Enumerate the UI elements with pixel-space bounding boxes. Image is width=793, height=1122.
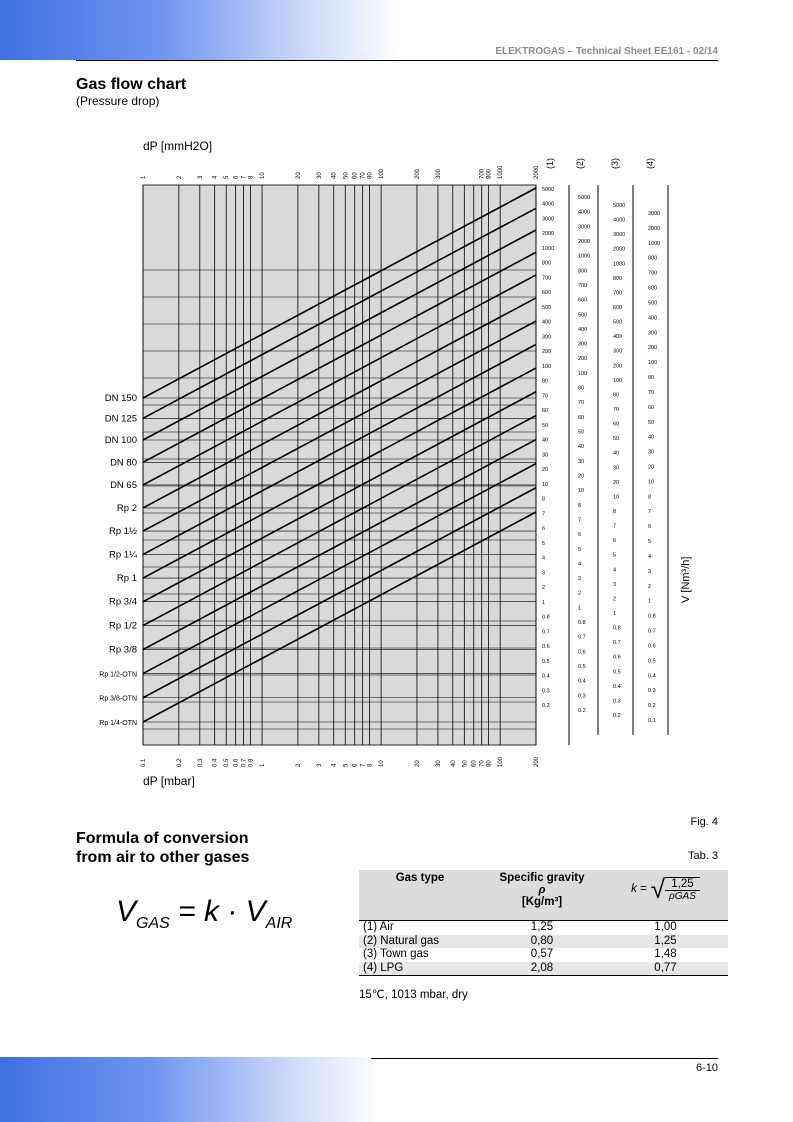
scale-tick-label: 60 <box>578 414 585 421</box>
scale-tick-label: 6 <box>542 526 546 533</box>
series-label: DN 125 <box>104 413 137 425</box>
scale-tick-label: 10 <box>613 494 620 501</box>
scale-tick-label: 300 <box>613 348 623 355</box>
scale-tick-label: 8 <box>578 502 582 509</box>
scale-tick-label: 100 <box>542 363 552 370</box>
header-gradient-band <box>0 0 400 60</box>
scale-tick-label: 500 <box>648 300 658 307</box>
formula-title-line1: Formula of conversion <box>76 830 249 847</box>
scale-tick-label: 2000 <box>648 225 661 232</box>
formula-sub-air: AIR <box>265 915 293 932</box>
cell-gas: (3) Town gas <box>363 948 429 960</box>
cell-sg: 1,25 <box>481 921 603 935</box>
scale-tick-label: 10 <box>648 479 655 486</box>
header-rule <box>76 60 718 61</box>
bottom-tick-label: 60 <box>471 760 478 767</box>
scale-tick-label: 1 <box>542 599 546 606</box>
scale-tick-label: 3 <box>578 576 582 583</box>
scale-tick-label: 800 <box>648 255 658 262</box>
top-tick-label: 300 <box>435 168 442 179</box>
scale-tick-label: 400 <box>648 315 658 322</box>
scale-tick-label: 6 <box>613 538 617 545</box>
scale-tick-label: 8 <box>648 494 652 501</box>
top-tick-label: 8 <box>248 175 255 179</box>
scale-tick-label: 70 <box>542 393 549 400</box>
bottom-tick-label: 20 <box>414 760 421 767</box>
formula-sub-gas: GAS <box>136 915 170 932</box>
page-title: Gas flow chart <box>76 76 187 93</box>
scale-tick-label: 2 <box>613 596 617 603</box>
top-tick-label: 800 <box>486 168 493 179</box>
bottom-tick-label: 0.7 <box>241 758 248 767</box>
scale-tick-label: 300 <box>542 334 552 341</box>
series-label: Rp 3/4 <box>109 596 137 608</box>
scale-tick-label: 40 <box>578 444 585 451</box>
scale-tick-label: 700 <box>542 275 552 282</box>
scale-tick-label: 500 <box>613 319 623 326</box>
scale-tick-label: 3000 <box>542 216 555 223</box>
scale-tick-label: 80 <box>613 392 620 399</box>
right-axis-label: V [Nm³/h] <box>680 556 692 603</box>
bottom-tick-label: 6 <box>352 763 359 767</box>
scale-tick-label: 0.7 <box>578 634 586 641</box>
series-label: Rp 1 <box>116 573 137 585</box>
scale-tick-label: 3 <box>542 570 546 577</box>
page-subtitle: (Pressure drop) <box>76 94 160 108</box>
scale-tick-label: 1 <box>613 611 617 617</box>
top-tick-label: 60 <box>352 172 359 179</box>
sqrt-icon: √ <box>650 874 666 904</box>
bottom-tick-label: 100 <box>498 756 505 767</box>
scale-tick-label: 7 <box>648 509 652 516</box>
scale-tick-label: 200 <box>578 356 588 363</box>
scale-tick-label: 200 <box>613 363 623 370</box>
bottom-tick-label: 50 <box>462 760 469 767</box>
scale-tick-label: 0.5 <box>542 658 550 665</box>
bottom-tick-label: 0.8 <box>248 758 255 767</box>
bottom-tick-label: 3 <box>316 763 323 767</box>
scale-tick-label: 0.8 <box>613 625 621 632</box>
scale-tick-label: 0.4 <box>542 673 550 680</box>
table-row <box>359 948 728 962</box>
scale-tick-label: 20 <box>578 473 585 480</box>
formula-eq: = k · V <box>169 895 266 928</box>
bottom-tick-label: 0.4 <box>212 758 219 767</box>
scale-tick-label: 0.5 <box>613 669 621 676</box>
k-numerator: 1,25 <box>665 878 700 891</box>
cell-sg: 2,08 <box>481 962 603 976</box>
scale-tick-label: 0.1 <box>648 718 656 724</box>
top-tick-label: 20 <box>295 172 302 179</box>
scale-tick-label: 700 <box>613 290 623 297</box>
top-tick-label: 2 <box>176 175 183 179</box>
bottom-tick-label: 40 <box>450 760 457 767</box>
scale-tick-label: 0.6 <box>613 654 621 661</box>
scale-tick-label: 0.6 <box>648 643 656 650</box>
scale-tick-label: 0.2 <box>578 708 586 714</box>
scale-tick-label: 40 <box>542 437 549 444</box>
scale-tick-label: 0.7 <box>613 640 621 647</box>
scale-tick-label: 400 <box>542 319 552 326</box>
scale-tick-label: 0.7 <box>648 628 656 635</box>
scale-tick-label: 20 <box>648 464 655 471</box>
sg-line2: ρ <box>538 884 546 896</box>
scale-tick-label: 0.7 <box>542 629 550 636</box>
formula-title-line2: from air to other gases <box>76 849 250 866</box>
scale-tick-label: 5 <box>613 552 617 559</box>
scale-tick-label: 4 <box>648 553 652 560</box>
scale-tick-label: 2 <box>542 585 546 592</box>
top-tick-label: 7 <box>241 175 248 179</box>
bottom-tick-label: 0.3 <box>197 758 204 767</box>
footer-rule <box>371 1058 718 1059</box>
bottom-axis-label: dP [mbar] <box>143 774 195 788</box>
footnote: 15℃, 1013 mbar, dry <box>359 989 468 1001</box>
scale-tick-label: 40 <box>613 450 620 457</box>
scale-tick-label: 60 <box>613 421 620 428</box>
top-tick-label: 4 <box>212 175 219 179</box>
scale-tick-label: 800 <box>542 260 552 267</box>
cell-sg: 0,80 <box>481 935 603 949</box>
header-gas-type: Gas type <box>359 870 481 921</box>
scale-tick-label: 2000 <box>613 246 626 253</box>
scale-tick-label: 0.3 <box>613 698 621 705</box>
scale-tick-label: 4000 <box>613 217 626 224</box>
scale-tick-label: 30 <box>613 465 620 472</box>
bottom-tick-label: 0.1 <box>141 758 147 767</box>
scale-tick-label: 0.3 <box>578 693 586 700</box>
bottom-tick-label: 7 <box>360 763 367 767</box>
scale-tick-label: 600 <box>648 285 658 292</box>
scale-tick-label: 5 <box>542 540 546 547</box>
table-label: Tab. 3 <box>688 850 718 862</box>
scale-tick-label: 60 <box>648 404 655 411</box>
scale-tick-label: 1000 <box>648 240 661 247</box>
top-tick-label: 1 <box>141 175 147 179</box>
scale-tick-label: 4 <box>613 567 617 574</box>
scale-tick-label: 70 <box>613 407 620 413</box>
scale-tick-label: 80 <box>578 385 585 392</box>
scale-tick-label: 0.8 <box>578 620 586 627</box>
series-label: Rp 1½ <box>109 526 137 538</box>
scale-tick-label: 1000 <box>542 245 555 252</box>
header-k <box>603 870 728 921</box>
cell-k: 1,00 <box>603 921 728 935</box>
scale-tick-label: 4000 <box>578 209 591 216</box>
scale-tick-label: 500 <box>578 312 588 319</box>
scale-tick-label: 5000 <box>613 203 626 209</box>
scale-header: (4) <box>645 158 655 169</box>
series-label: Rp 1¼ <box>109 549 137 561</box>
scale-tick-label: 0.4 <box>648 673 656 680</box>
scale-tick-label: 60 <box>542 408 549 415</box>
top-tick-label: 3 <box>197 175 204 179</box>
cell-k: 1,48 <box>654 948 677 960</box>
scale-tick-label: 2000 <box>542 231 555 238</box>
scale-tick-label: 4 <box>542 555 546 562</box>
table-row <box>359 921 728 935</box>
scale-tick-label: 40 <box>648 434 655 441</box>
k-left: k = <box>631 883 647 895</box>
scale-tick-label: 5000 <box>578 195 591 201</box>
series-label: Rp 2 <box>116 502 137 514</box>
scale-tick-label: 100 <box>613 377 623 384</box>
scale-tick-label: 0.3 <box>542 688 550 695</box>
sg-line3: [Kg/m³] <box>521 896 563 908</box>
scale-tick-label: 6 <box>578 532 582 539</box>
top-tick-label: 6 <box>233 175 240 179</box>
top-tick-label: 10 <box>260 172 267 179</box>
top-tick-label: 1000 <box>498 165 505 179</box>
conversion-formula <box>116 895 292 933</box>
scale-tick-label: 3000 <box>648 211 661 217</box>
scale-tick-label: 10 <box>542 481 549 488</box>
bottom-tick-label: 70 <box>479 760 486 767</box>
scale-tick-label: 3 <box>648 568 652 575</box>
cell-gas: (1) Air <box>359 921 481 935</box>
formula-v: V <box>116 895 137 928</box>
bottom-tick-label: 80 <box>486 760 493 767</box>
scale-tick-label: 300 <box>578 341 588 348</box>
bottom-tick-label: 0.6 <box>233 758 240 767</box>
scale-tick-label: 3000 <box>578 224 591 231</box>
scale-tick-label: 4 <box>578 561 582 568</box>
scale-tick-label: 50 <box>578 429 585 436</box>
series-label: Rp 1/2-OTN <box>99 671 137 679</box>
series-label: DN 100 <box>104 434 137 446</box>
scale-tick-label: 5 <box>648 539 652 546</box>
scale-tick-label: 700 <box>578 282 588 289</box>
scale-tick-label: 30 <box>578 458 585 465</box>
k-denominator: ρGAS <box>669 890 696 902</box>
scale-tick-label: 7 <box>613 523 617 530</box>
scale-tick-label: 1000 <box>613 261 626 268</box>
scale-tick-label: 400 <box>613 334 623 341</box>
bottom-tick-label: 0.5 <box>224 758 231 767</box>
scale-tick-label: 10 <box>578 488 585 495</box>
scale-tick-label: 80 <box>648 375 655 382</box>
scale-tick-label: 800 <box>578 268 588 275</box>
scale-tick-label: 0.5 <box>648 658 656 665</box>
cell-sg: 0,57 <box>530 948 554 960</box>
top-tick-label: 100 <box>379 168 386 179</box>
scale-tick-label: 0.8 <box>648 613 656 620</box>
scale-tick-label: 50 <box>613 436 620 443</box>
cell-gas: (4) LPG <box>359 962 481 976</box>
scale-tick-label: 3 <box>613 581 617 588</box>
scale-tick-label: 300 <box>648 330 658 337</box>
scale-tick-label: 200 <box>542 349 552 356</box>
table-row <box>359 935 728 949</box>
page-number: 6-10 <box>695 1062 718 1074</box>
scale-tick-label: 200 <box>648 345 658 352</box>
scale-tick-label: 20 <box>542 467 549 474</box>
bottom-tick-label: 30 <box>435 760 442 767</box>
scale-tick-label: 70 <box>578 400 585 407</box>
scale-tick-label: 100 <box>578 370 588 377</box>
footer-gradient-band <box>0 1057 380 1122</box>
header-specific-gravity <box>481 870 603 921</box>
series-label: Rp 1/2 <box>109 620 137 632</box>
scale-tick-label: 0.4 <box>578 678 586 685</box>
bottom-tick-label: 10 <box>379 760 386 767</box>
top-tick-label: 80 <box>367 172 374 179</box>
scale-tick-label: 0.5 <box>578 664 586 671</box>
top-axis-label: dP [mmH2O] <box>143 139 213 153</box>
scale-tick-label: 8 <box>613 509 617 515</box>
top-tick-label: 40 <box>331 172 338 179</box>
formula-title <box>76 829 336 867</box>
scale-tick-label: 80 <box>542 378 549 385</box>
top-tick-label: 50 <box>343 172 350 179</box>
scale-tick-label: 2000 <box>578 238 591 245</box>
scale-tick-label: 600 <box>613 305 623 311</box>
bottom-tick-label: 4 <box>331 763 338 767</box>
scale-tick-label: 500 <box>542 304 552 311</box>
scale-tick-label: 30 <box>542 452 549 459</box>
scale-tick-label: 2 <box>648 583 652 590</box>
scale-tick-label: 0.2 <box>613 713 621 719</box>
cell-gas: (2) Natural gas <box>359 935 481 949</box>
scale-tick-label: 50 <box>648 419 655 426</box>
series-label: DN 150 <box>104 393 137 404</box>
scale-tick-label: 700 <box>648 270 658 277</box>
sg-line1: Specific gravity <box>499 872 585 884</box>
scale-tick-label: 7 <box>578 517 582 524</box>
scale-tick-label: 30 <box>648 449 655 456</box>
scale-tick-label: 20 <box>613 479 620 486</box>
table-row <box>359 962 728 976</box>
scale-tick-label: 0.6 <box>542 644 550 651</box>
bottom-tick-label: 8 <box>367 763 374 767</box>
gas-flow-chart <box>0 125 793 795</box>
scale-header: (1) <box>545 158 555 169</box>
scale-tick-label: 3000 <box>613 232 626 239</box>
scale-tick-label: 0.8 <box>542 614 550 621</box>
top-tick-label: 2000 <box>534 165 540 179</box>
scale-tick-label: 0.6 <box>578 649 586 656</box>
scale-tick-label: 1 <box>578 605 582 612</box>
top-tick-label: 5 <box>224 175 231 179</box>
top-tick-label: 70 <box>360 172 367 179</box>
scale-tick-label: 0.2 <box>542 703 550 709</box>
scale-tick-label: 1 <box>648 598 652 605</box>
bottom-tick-label: 0.2 <box>176 758 183 767</box>
top-tick-label: 30 <box>316 172 323 179</box>
bottom-tick-label: 200 <box>534 756 540 767</box>
figure-label: Fig. 4 <box>690 816 718 828</box>
scale-tick-label: 0.4 <box>613 683 621 690</box>
gas-table <box>359 870 728 976</box>
series-label: Rp 3/8-OTN <box>99 695 137 703</box>
scale-tick-label: 0.2 <box>648 703 656 710</box>
scale-tick-label: 0.3 <box>648 688 656 695</box>
bottom-tick-label: 1 <box>260 763 267 767</box>
series-label: DN 80 <box>110 457 137 469</box>
scale-header: (2) <box>575 158 585 169</box>
series-label: Rp 1/4-OTN <box>99 720 137 727</box>
series-label: DN 65 <box>110 479 137 491</box>
scale-tick-label: 5000 <box>542 187 555 193</box>
header-text: ELEKTROGAS – Technical Sheet EE161 - 02/14 <box>495 46 718 57</box>
plot-area <box>143 185 536 745</box>
scale-header: (3) <box>610 158 620 169</box>
scale-tick-label: 600 <box>542 290 552 297</box>
scale-tick-label: 2 <box>578 590 582 597</box>
scale-tick-label: 5 <box>578 546 582 553</box>
scale-tick-label: 800 <box>613 275 623 282</box>
series-label: Rp 3/8 <box>109 644 137 656</box>
scale-tick-label: 1000 <box>578 253 591 260</box>
scale-tick-label: 100 <box>648 360 658 367</box>
scale-tick-label: 600 <box>578 297 588 304</box>
top-tick-label: 700 <box>479 168 486 179</box>
bottom-tick-label: 2 <box>295 763 302 767</box>
cell-k: 0,77 <box>603 962 728 976</box>
scale-tick-label: 70 <box>648 389 655 396</box>
cell-k: 1,25 <box>603 935 728 949</box>
scale-tick-label: 4000 <box>542 201 555 208</box>
top-tick-label: 200 <box>414 168 421 179</box>
bottom-tick-label: 5 <box>343 763 350 767</box>
scale-tick-label: 7 <box>542 511 546 518</box>
scale-tick-label: 400 <box>578 326 588 333</box>
scale-tick-label: 50 <box>542 422 549 429</box>
scale-tick-label: 8 <box>542 496 546 503</box>
scale-tick-label: 6 <box>648 524 652 531</box>
